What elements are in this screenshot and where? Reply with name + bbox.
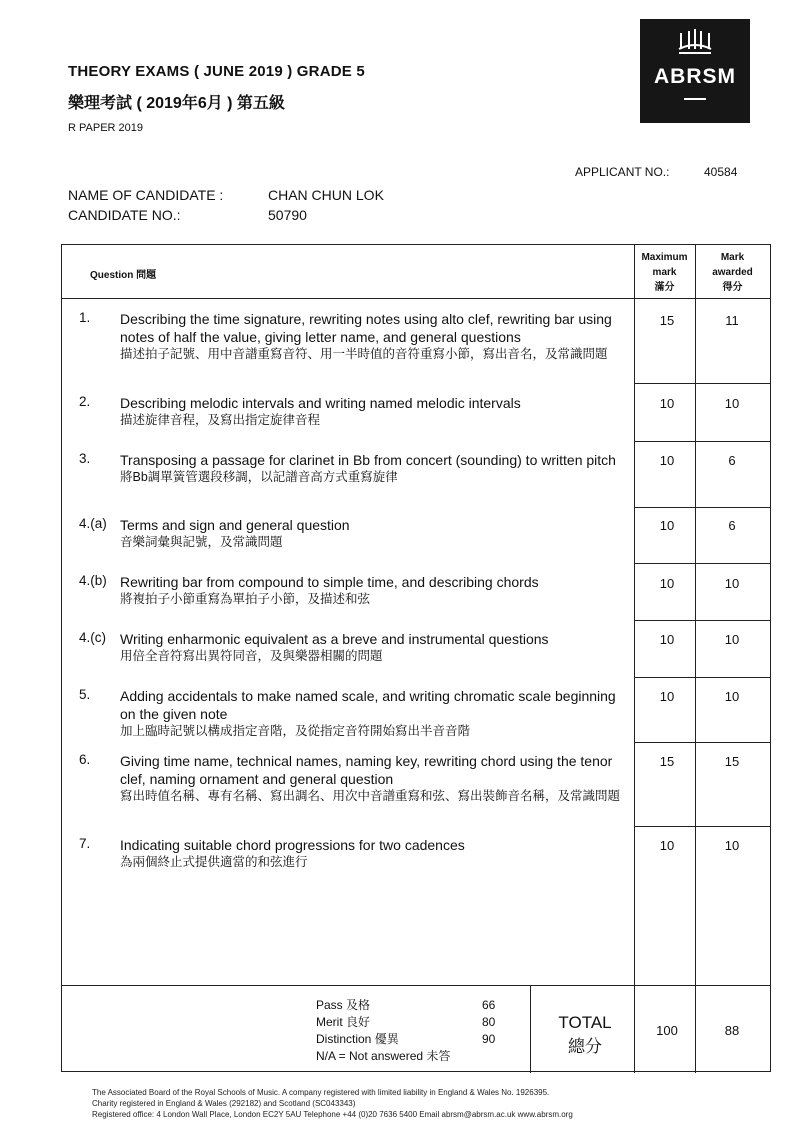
question-number: 2. (79, 394, 91, 409)
divider (634, 677, 770, 678)
grade-label: Merit 良好 (316, 1015, 371, 1029)
question-header: Question 問題 (90, 270, 157, 281)
question-text-en: Describing the time signature, rewriting notes using alto clef, rewriting bar using notes of half the value, giving letter name, and general questions (120, 311, 612, 345)
max-mark: 10 (659, 518, 675, 533)
crown-icon (640, 29, 750, 62)
question-description (120, 752, 630, 805)
applicant-number: 40584 (704, 165, 738, 179)
question-text-zh: 音樂詞彙與記號，及常識問題 (120, 535, 283, 549)
divider (634, 742, 770, 743)
total-max-mark: 100 (656, 1023, 678, 1038)
footer-line: Registered office: 4 London Wall Place, London EC2Y 5AU Telephone +44 (0)20 7636 5400 Email abrsm@abrsm.ac.uk www.abrsm.org (92, 1110, 573, 1119)
divider (634, 563, 770, 564)
awarded-mark: 10 (724, 838, 740, 853)
max-mark: 10 (659, 838, 675, 853)
total-awarded-mark: 88 (724, 1023, 740, 1038)
max-mark: 10 (659, 689, 675, 704)
max-mark: 15 (659, 754, 675, 769)
awarded-mark: 6 (728, 453, 736, 468)
divider (530, 985, 531, 1073)
question-description (120, 451, 630, 486)
footer-line: The Associated Board of the Royal Schools of Music. A company registered with limited liability in England & Wales No. 1926395. (92, 1088, 550, 1097)
question-number: 5. (79, 687, 91, 702)
question-text-en: Rewriting bar from compound to simple time, and describing chords (120, 574, 539, 590)
max-mark: 10 (659, 576, 675, 591)
grade-value: 90 (482, 1032, 496, 1046)
question-text-zh: 加上臨時記號以構成指定音階，及從指定音符開始寫出半音音階 (120, 724, 471, 738)
question-text-en: Writing enharmonic equivalent as a breve and instrumental questions (120, 631, 549, 647)
header-line: 得分 (722, 282, 743, 293)
exam-title-zh: 樂理考試 ( 2019年6月 ) 第五級 (68, 95, 285, 112)
question-text-zh: 用倍全音符寫出異符同音，及與樂器相關的問題 (120, 649, 383, 663)
grade-value: 66 (482, 998, 496, 1012)
header-line: mark (652, 267, 677, 278)
divider (634, 383, 770, 384)
grade-label: N/A = Not answered 未答 (316, 1049, 451, 1063)
grade-label: Distinction 優異 (316, 1032, 399, 1046)
awarded-mark: 6 (728, 518, 736, 533)
exam-title-en: THEORY EXAMS ( JUNE 2019 ) GRADE 5 (68, 63, 365, 80)
question-text-en: Giving time name, technical names, naming key, rewriting chord using the tenor clef, naming ornament and general question (120, 753, 613, 787)
question-number: 3. (79, 451, 91, 466)
question-text-en: Transposing a passage for clarinet in Bb from concert (sounding) to written pitch (120, 452, 616, 468)
awarded-mark: 10 (724, 632, 740, 647)
question-description (120, 836, 630, 871)
question-text-zh: 描述旋律音程，及寫出指定旋律音程 (120, 413, 321, 427)
question-text-en: Adding accidentals to make named scale, and writing chromatic scale beginning on the given note (120, 688, 616, 722)
question-description (120, 516, 630, 551)
candidate-no: 50790 (268, 207, 307, 223)
grade-label: Pass 及格 (316, 998, 371, 1012)
divider (634, 826, 770, 827)
question-number: 4.(a) (79, 516, 107, 531)
max-mark: 10 (659, 396, 675, 411)
divider (634, 441, 770, 442)
question-number: 7. (79, 836, 91, 851)
question-number: 4.(b) (79, 573, 107, 588)
question-description (120, 687, 630, 740)
question-text-en: Indicating suitable chord progressions for two cadences (120, 837, 465, 853)
question-text-zh: 將Bb調單簧管選段移調，以記譜音高方式重寫旋律 (120, 470, 398, 484)
grade-value: 80 (482, 1015, 496, 1029)
question-description (120, 394, 630, 429)
awarded-mark: 10 (724, 396, 740, 411)
header-line: Maximum (641, 252, 688, 263)
awarded-mark: 15 (724, 754, 740, 769)
candidate-no-label: CANDIDATE NO.: (68, 207, 181, 223)
divider (62, 298, 770, 299)
candidate-name: CHAN CHUN LOK (268, 187, 384, 203)
divider (62, 985, 770, 986)
question-description (120, 310, 630, 363)
question-text-en: Describing melodic intervals and writing named melodic intervals (120, 395, 521, 411)
question-number: 1. (79, 310, 91, 325)
paper-label: R PAPER 2019 (68, 122, 144, 134)
divider (634, 507, 770, 508)
max-mark: 10 (659, 453, 675, 468)
applicant-label: APPLICANT NO.: (575, 165, 670, 179)
footer-line: Charity registered in England & Wales (292182) and Scotland (SC043343) (92, 1099, 356, 1108)
total-label (550, 1011, 620, 1059)
total-label-zh: 總分 (568, 1037, 602, 1056)
logo-underline (684, 98, 706, 100)
divider (634, 620, 770, 621)
divider (634, 245, 635, 1073)
max-mark: 15 (659, 313, 675, 328)
question-text-zh: 為兩個終止式提供適當的和弦進行 (120, 855, 308, 869)
awarded-header (695, 250, 770, 295)
question-text-zh: 描述拍子記號、用中音譜重寫音符、用一半時值的音符重寫小節，寫出音名，及常識問題 (120, 347, 608, 361)
max-mark: 10 (659, 632, 675, 647)
question-description (120, 573, 630, 608)
question-description (120, 630, 630, 665)
question-text-en: Terms and sign and general question (120, 517, 350, 533)
header-line: awarded (712, 267, 753, 278)
max-mark-header (634, 250, 695, 295)
awarded-mark: 10 (724, 576, 740, 591)
question-number: 6. (79, 752, 91, 767)
header-line: 滿分 (654, 282, 675, 293)
marks-table (61, 244, 771, 1072)
awarded-mark: 10 (724, 689, 740, 704)
divider (695, 245, 696, 1073)
logo-text: ABRSM (654, 65, 736, 88)
awarded-mark: 11 (725, 313, 739, 328)
question-number: 4.(c) (79, 630, 106, 645)
question-text-zh: 寫出時值名稱、專有名稱、寫出調名、用次中音譜重寫和弦、寫出裝飾音名稱，及常識問題 (120, 789, 621, 803)
header-line: Mark (720, 252, 745, 263)
total-label-en: TOTAL (558, 1013, 612, 1032)
question-text-zh: 將複拍子小節重寫為單拍子小節，及描述和弦 (120, 592, 371, 606)
candidate-name-label: NAME OF CANDIDATE : (68, 187, 224, 203)
abrsm-logo (640, 19, 750, 123)
